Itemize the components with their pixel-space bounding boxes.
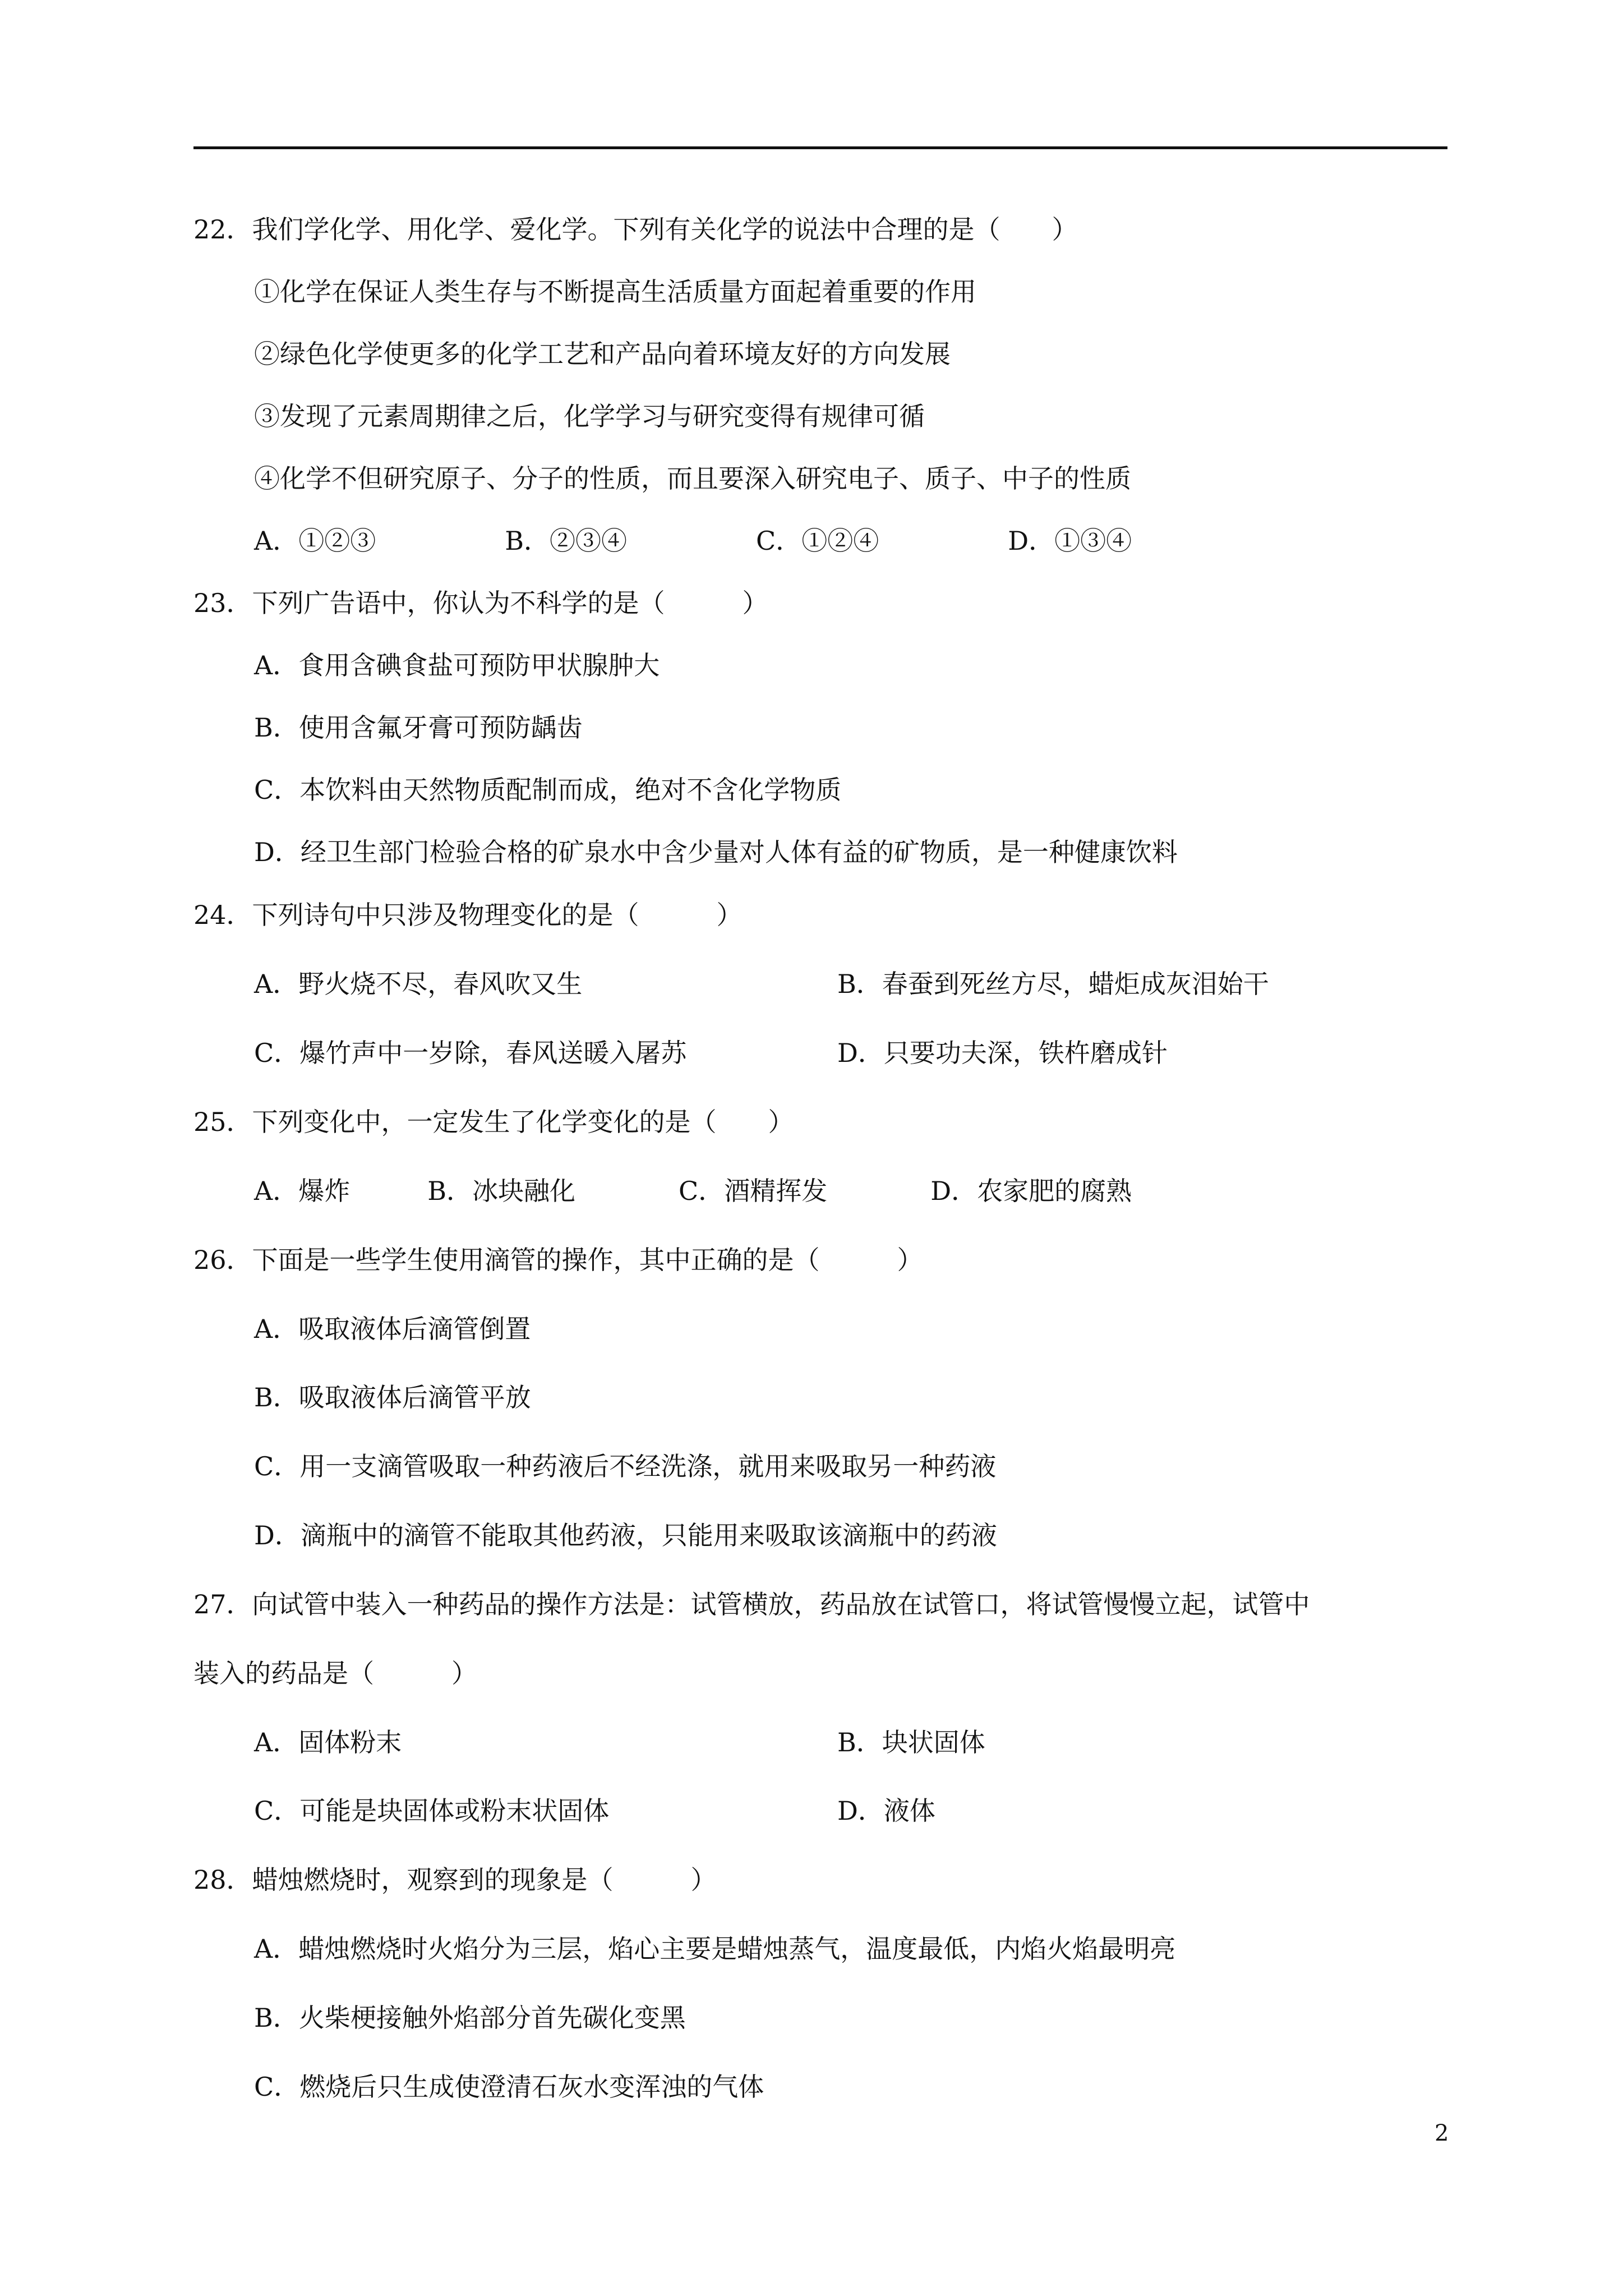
question-22-stem: 22．我们学化学、用化学、爱化学。下列有关化学的说法中合理的是（ ） xyxy=(193,214,1078,245)
question-26-stem: 26．下面是一些学生使用滴管的操作，其中正确的是（ ） xyxy=(193,1245,923,1275)
question-27-option-b: B．块状固体 xyxy=(837,1727,985,1757)
question-27-stem-line-1: 27．向试管中装入一种药品的操作方法是：试管横放，药品放在试管口，将试管慢慢立起，试管中 xyxy=(193,1589,1310,1619)
question-27-stem-line-2: 装入的药品是（ ） xyxy=(193,1658,477,1688)
question-24-option-a: A．野火烧不尽，春风吹又生 xyxy=(254,969,583,999)
question-24-option-d: D．只要功夫深，铁杵磨成针 xyxy=(837,1038,1168,1068)
question-28-option-a: A．蜡烛燃烧时火焰分为三层，焰心主要是蜡烛蒸气，温度最低，内焰火焰最明亮 xyxy=(254,1934,1176,1964)
question-22-statement-1: ①化学在保证人类生存与不断提高生活质量方面起着重要的作用 xyxy=(254,277,976,307)
question-23-option-c: C．本饮料由天然物质配制而成，绝对不含化学物质 xyxy=(254,775,842,805)
question-22-statement-3: ③发现了元素周期律之后，化学学习与研究变得有规律可循 xyxy=(254,401,925,431)
question-24-option-c: C．爆竹声中一岁除，春风送暖入屠苏 xyxy=(254,1038,687,1068)
question-23-option-d: D．经卫生部门检验合格的矿泉水中含少量对人体有益的矿物质，是一种健康饮料 xyxy=(254,837,1178,867)
page-number: 2 xyxy=(1435,2120,1449,2146)
question-24-option-b: B．春蚕到死丝方尽，蜡炬成灰泪始干 xyxy=(837,969,1269,999)
question-27-option-d: D．液体 xyxy=(837,1796,935,1826)
question-28-stem: 28．蜡烛燃烧时，观察到的现象是（ ） xyxy=(193,1865,717,1895)
question-25-options: A．爆炸 B．冰块融化 C．酒精挥发 D．农家肥的腐熟 xyxy=(254,1176,1132,1206)
question-28-option-b: B．火柴梗接触外焰部分首先碳化变黑 xyxy=(254,2003,686,2033)
question-24-stem: 24．下列诗句中只涉及物理变化的是（ ） xyxy=(193,900,743,930)
question-23-option-b: B．使用含氟牙膏可预防龋齿 xyxy=(254,712,583,743)
question-22-options: A．①②③ B．②③④ C．①②④ D．①③④ xyxy=(254,526,1132,556)
question-26-option-a: A．吸取液体后滴管倒置 xyxy=(254,1314,531,1344)
question-22-statement-4: ④化学不但研究原子、分子的性质，而且要深入研究电子、质子、中子的性质 xyxy=(254,463,1131,494)
question-26-option-d: D．滴瓶中的滴管不能取其他药液，只能用来吸取该滴瓶中的药液 xyxy=(254,1520,997,1550)
question-27-option-a: A．固体粉末 xyxy=(254,1727,402,1757)
question-26-option-c: C．用一支滴管吸取一种药液后不经洗涤，就用来吸取另一种药液 xyxy=(254,1451,997,1481)
question-28-option-c: C．燃烧后只生成使澄清石灰水变浑浊的气体 xyxy=(254,2072,764,2102)
question-23-stem: 23．下列广告语中，你认为不科学的是（ ） xyxy=(193,588,768,618)
question-23-option-a: A．食用含碘食盐可预防甲状腺肿大 xyxy=(254,650,660,680)
question-22-statement-2: ②绿色化学使更多的化学工艺和产品向着环境友好的方向发展 xyxy=(254,339,951,369)
question-27-option-c: C．可能是块固体或粉末状固体 xyxy=(254,1796,610,1826)
header-rule xyxy=(193,146,1447,149)
question-25-stem: 25．下列变化中，一定发生了化学变化的是（ ） xyxy=(193,1107,794,1137)
question-26-option-b: B．吸取液体后滴管平放 xyxy=(254,1382,531,1412)
